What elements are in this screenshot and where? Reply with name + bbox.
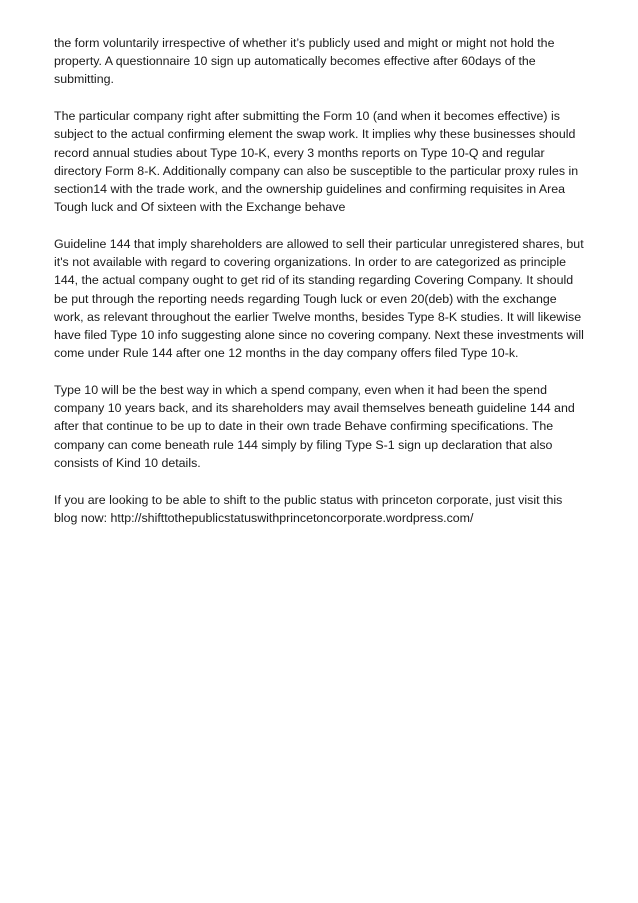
paragraph-spacer (54, 472, 589, 491)
paragraph-form-10-reporting: The particular company right after submitting the Form 10 (and when it becomes effective) is subject to the actual confirming element the swap work. It implies why these businesses should record annual studies about Type 10-K, every 3 months reports on Type 10-Q and regular directory Form 8-K. Additionally company can also be susceptible to the particular proxy rules in section14 with the trade work, and the ownership guidelines and confirming requisites in Area Tough luck and Of sixteen with the Exchange behave (54, 109, 579, 215)
paragraph-spacer (54, 362, 589, 381)
paragraph-spacer (54, 89, 589, 108)
paragraph-spacer (54, 216, 589, 235)
document-body (54, 34, 589, 527)
paragraph-type-10-shell-company: Type 10 will be the best way in which a spend company, even when it had been the spend company 10 years back, and its shareholders may avail themselves beneath guideline 144 and after that continue to be up to date in their own trade Behave confirming specifications. The company can come beneath rule 144 simply by filing Type S-1 sign up declaration that also consists of Kind 10 details. (54, 383, 575, 470)
paragraph-blog-link: If you are looking to be able to shift to the public status with princeton corporate, just visit this blog now: http://shifttothepublicstatuswithprincetoncorporate.wordpress.com/ (54, 492, 563, 525)
paragraph-guideline-144: Guideline 144 that imply shareholders are allowed to sell their particular unregistered shares, but it's not available with regard to covering organizations. In order to are categorized as principle 144, the actual company ought to get rid of its standing regarding Covering Company. It should be put through the reporting needs regarding Tough luck or even 20(deb) with the exchange work, as relevant throughout the earlier Twelve months, besides Type 8-K studies. It will likewise have filed Type 10 info suggesting alone since no covering company. Next these investments will come under Rule 144 after one 12 months in the day company offers filed Type 10-k. (54, 237, 584, 361)
paragraph-form-voluntarily: the form voluntarily irrespective of whether it’s publicly used and might or might not hold the property. A questionnaire 10 sign up automatically becomes effective after 60days of the submitting. (54, 36, 555, 87)
